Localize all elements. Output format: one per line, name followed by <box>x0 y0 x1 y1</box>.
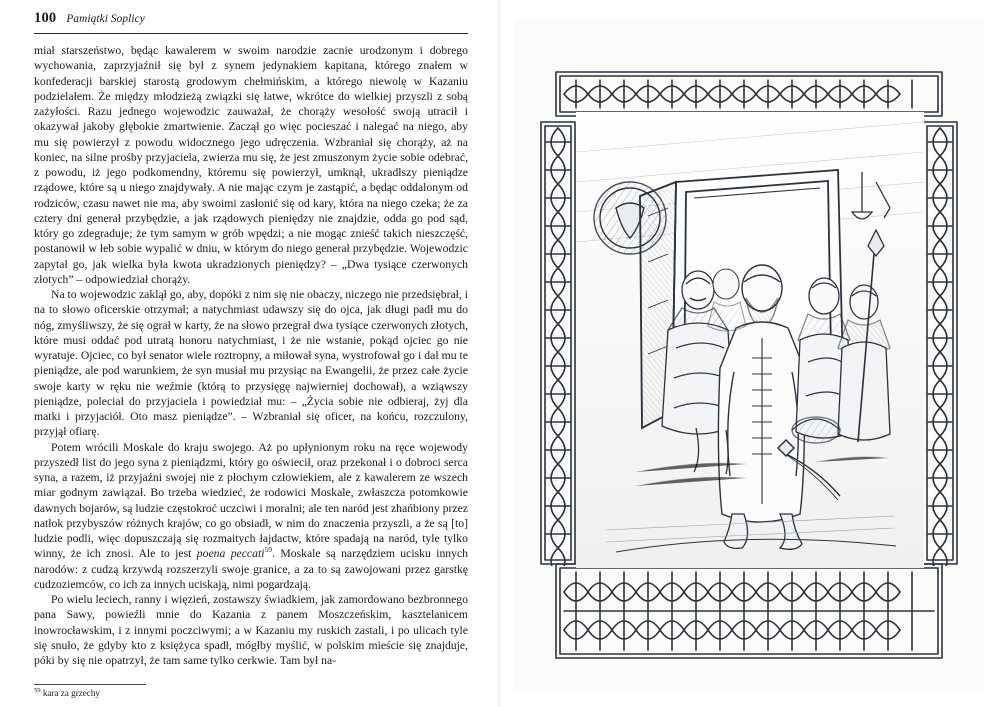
illustration-scene <box>576 112 924 568</box>
footnote-rule <box>34 684 146 685</box>
paragraph: Po wielu leciech, ranny i więzień, zostawszy świadkiem, jak zamordowano bezbronnego pana Sawy, powieźli mnie do Kazania z panem Moszczeńskim, kasztelanicem inowrocławskim, i z innymi poczciwymi; a w Kazaniu my ruskich zastali, i po ulicach tyle się snuło, że gdyby kto z księżyca spadł, mógłby myślić, w polskim mieście się znajduje, póki by się nie opatrzył, że tam same tylko cerkwie. Tam był na- <box>34 593 468 667</box>
running-title: Pamiątki Soplicy <box>66 13 145 25</box>
footnote-text: kara za grzechy <box>42 688 100 698</box>
page-number: 100 <box>34 10 57 26</box>
page-header <box>34 10 470 30</box>
footnote <box>34 688 468 699</box>
interlace-border-right-icon <box>920 120 960 566</box>
paragraph: miał starszeństwo, będąc kawalerem w swoim narodzie zacnie urodzonym i dobrego wychowania, zaprzyjaźnił się był z synem jedynakiem kapitana, którego znałem w konfederacji barskiej starostą grodowym chełmińskim, a którego niewolę w Kazaniu podzielałem. Że między młodzieżą związki się łatwe, wkrótce do wielkiej przyszli z sobą zażyłości. Razu jednego wojewodzic zauważał, że chorąży wesołość swoją utracił i okazywał jakoby głębokie zmartwienie. Zaczął go więc pocieszać i nalegać na niego, aby mu się powierzył z powodu widocznego jego udręczenia. Wzbraniał się chorąży, aż na koniec, na silne prośby przyjaciela, zwierza mu się, że jest zmuszonym życie sobie odebrać, z powodu, iż jego podkomendny, któremu się powierzył, umknął, ukradłszy pieniądze rządowe, które są u niego znajdywały. A nie mając czym je zastąpić, a będąc oddalonym od rodziców, czasu nawet nie ma, aby swoimi zasłonić się od kary, która na niego czeka; że za cztery dni generał przybędzie, a jak rządowych pieniędzy nie znajdzie, odda go pod sąd, który go zdegraduje; że tym samym w grób wpędzi; a nie mogąc znieść takich nieszczęść, postanowił w łeb sobie wypalić w dniu, w którym do niego generał przybędzie. Wojewodzic zapytał go, jak wielka była kwota ukradzionych pieniędzy? – „Dwa tysiące czerwonych złotych” – odpowiedział chorąży. <box>34 44 468 286</box>
footnote-marker: 59 <box>34 686 41 694</box>
paragraph: Na to wojewodzic zaklął go, aby, dopóki z nim się nie obaczy, niczego nie przedsiębrał, i na to słowo oficerskie otrzymał; a natychmiast udawszy się do ojca, jak długi padł mu do nóg, zmyśliwszy, że się ograł w karty, że na słowo przegrał dwa tysiące czerwonych złotych, które musi oddać pod utratą honoru natychmiast, i że nie wstanie, pokąd ojciec go nie wyratuje. Ojciec, co był senator wiele roztropny, a miłował syna, wystrofował go i dał mu te pieniądze, ale pod warunkiem, że syn musiał mu przysiąc na Ewangelii, że przez całe życie swoje karty w ręku nie weźmie (którą to przysięgę najwierniej dochował), a wziąwszy pieniądze, poleciał do przyjaciela i powiedział mu: – „Życia sobie nie odbieraj, żyj dla matki i przyjaciół. Oto masz pieniądze”. – Wzbraniał się oficer, na końcu, rozczulony, przyjął ofiarę. <box>34 288 469 439</box>
right-page <box>500 0 1000 707</box>
interlace-border-bottom-icon <box>554 562 944 660</box>
illustration-plate <box>514 18 984 690</box>
header-rule <box>34 32 468 34</box>
fur-cap-icon <box>792 417 840 443</box>
footnote-area <box>34 678 468 699</box>
paragraph: Potem wrócili Moskale do kraju swojego. Aż po upłynionym roku na ręce wojewody przyszedł list do jego syna z pieniądzmi, który go oświecił, oraz przekonał i o dobroci serca syna, a razem, iż przyjaźni swojej nie z płochym człowiekiem, ale z kawalerem ze wszech miar godnym zawiązał. Bo trzeba wiedzieć, że rodowici Moskale, zwłaszcza potomkowie dawnych bojarów, są ludzie częstokroć uczciwi i moralni; ale ten naród jest zhańbiony przez natłok przybyszów różnych krajów, co go obsiadł, w nim do znaczenia przyszli, a że są [to] ludzie podli, więc dopuszczają się rozmaitych łajdactw, które spadają na naród, tyle tylko winny, że ich znosi. Ale to jest poena peccati$^{59}$. Moskale są narzędziem ucisku innych narodów: z cudzą krzywdą rozszerzyli swoje granice, a za to są zawojowani przez garstkę cudzoziemców, co ich za innych uciskają, nimi pogardzają. <box>34 440 468 591</box>
interlace-border-left-icon <box>538 120 578 566</box>
body-text <box>34 43 468 668</box>
